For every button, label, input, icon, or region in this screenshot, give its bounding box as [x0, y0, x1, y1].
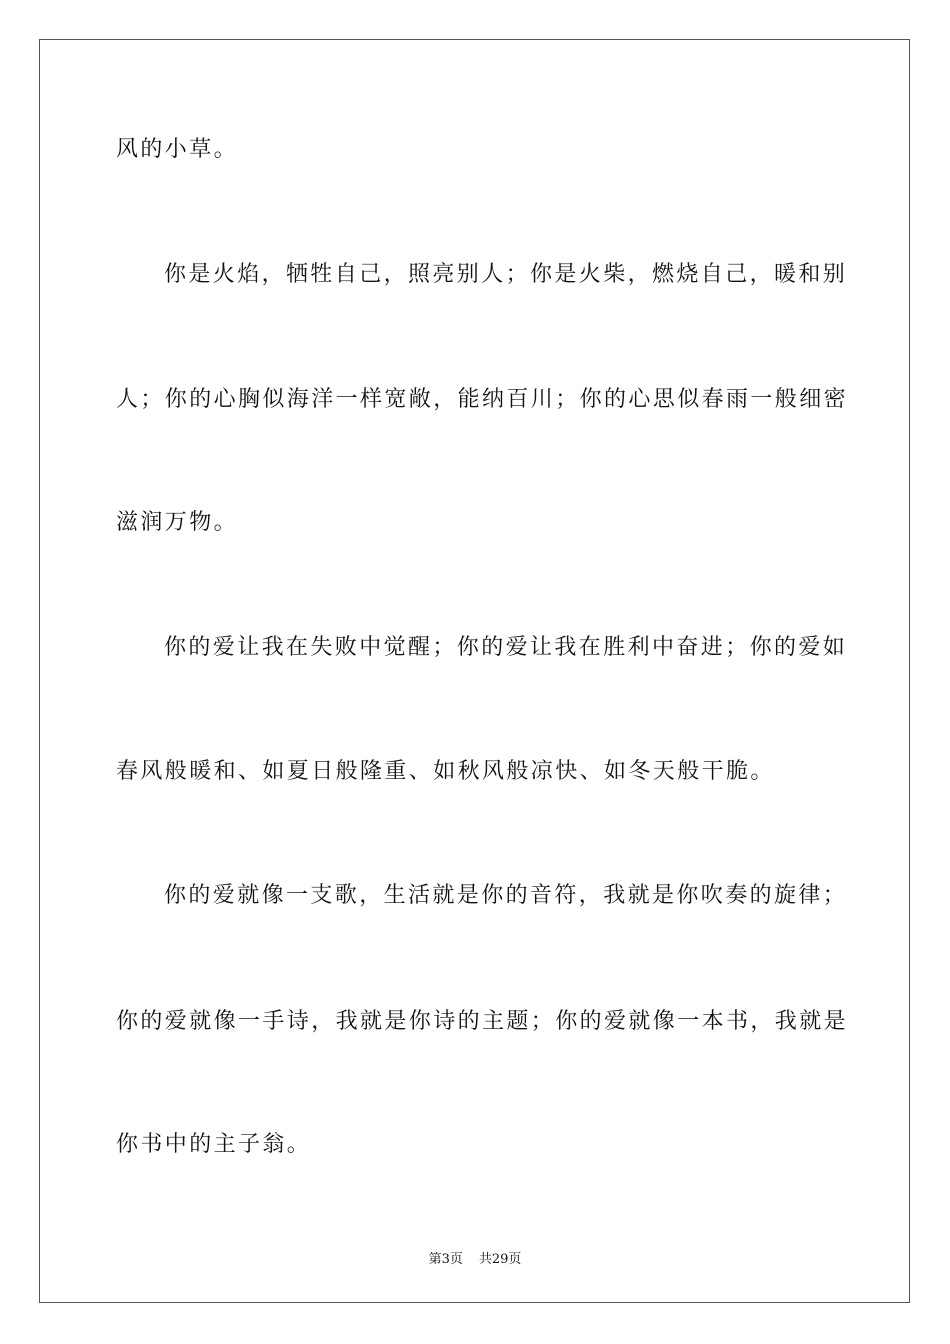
page-total: 共29页 [478, 1252, 522, 1267]
page-border [39, 39, 910, 1303]
text-line: 人；你的心胸似海洋一样宽敞，能纳百川；你的心思似春雨一般细密 [116, 387, 849, 412]
text-line: 风的小草。 [116, 137, 239, 162]
text-line: 春风般暖和、如夏日般隆重、如秋风般凉快、如冬天般干脆。 [116, 759, 775, 784]
text-line: 你书中的主子翁。 [116, 1132, 312, 1157]
text-line: 你的爱让我在失败中觉醒；你的爱让我在胜利中奋进；你的爱如 [164, 635, 848, 660]
text-line: 你是火焰，牺牲自己，照亮别人；你是火柴，燃烧自己，暖和别 [164, 262, 848, 287]
text-line: 滋润万物。 [116, 510, 239, 535]
text-line: 你的爱就像一手诗，我就是你诗的主题；你的爱就像一本书，我就是 [116, 1009, 849, 1034]
page-number: 第3页 [428, 1252, 463, 1267]
text-line: 你的爱就像一支歌，生活就是你的音符，我就是你吹奏的旋律； [164, 883, 848, 908]
page-footer [0, 1248, 950, 1267]
